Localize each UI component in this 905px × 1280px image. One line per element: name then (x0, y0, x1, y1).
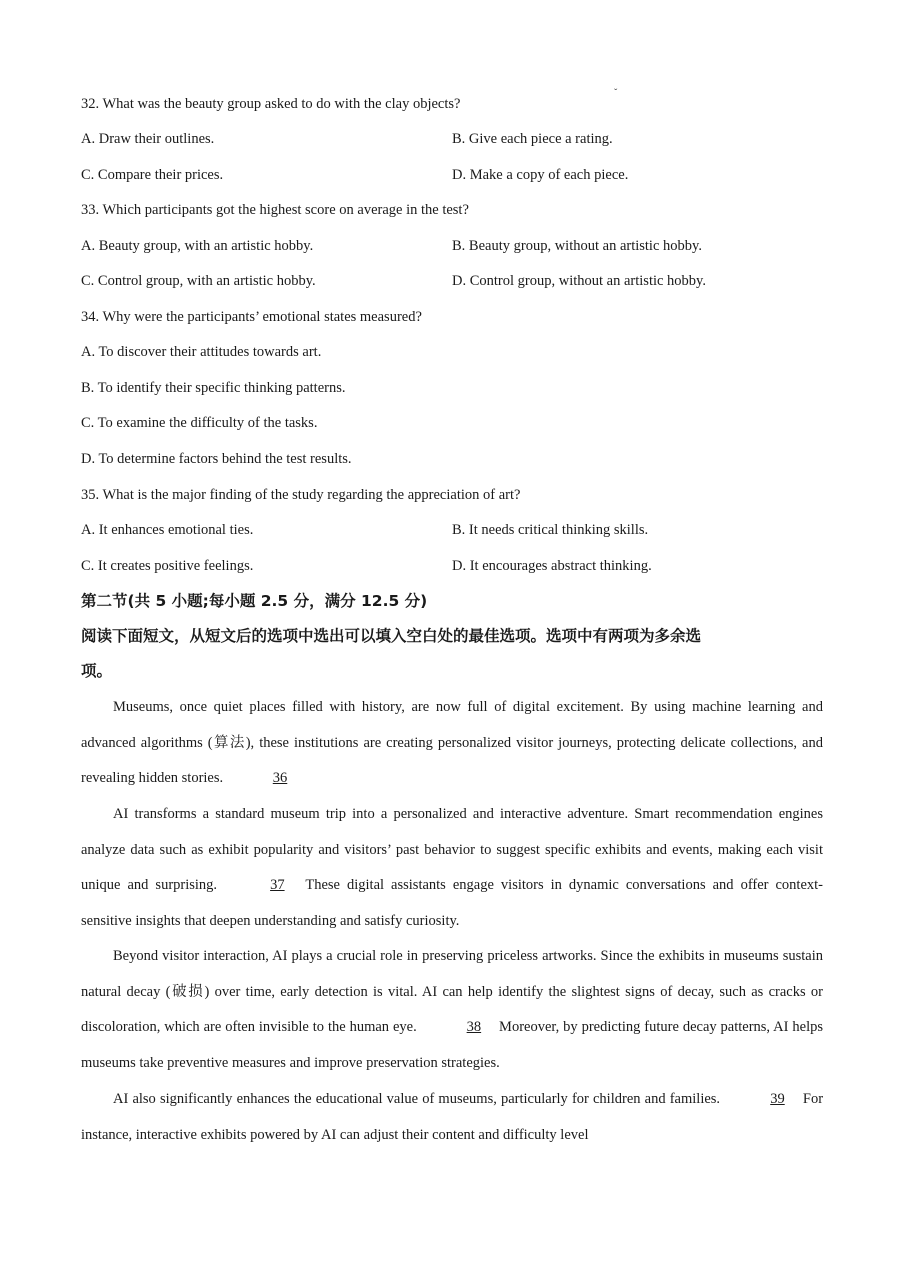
paragraph-text: AI also significantly enhances the educational value of museums, particularly for children and families. (113, 1091, 721, 1107)
passage-paragraph-1 (81, 690, 823, 797)
question-32-option-d: D. Make a copy of each piece. (452, 167, 629, 183)
paragraph-text-continued: These digital assistants engage visitors in dynamic conversations and offer context-sensitive insights that deepen understanding and satisfy curiosity. (81, 877, 823, 929)
question-32-option-c: C. Compare their prices. (81, 167, 224, 183)
question-34-stem: 34. Why were the participants’ emotional states measured? (81, 309, 422, 325)
question-35-option-c: C. It creates positive feelings. (81, 558, 254, 574)
question-35-option-b: B. It needs critical thinking skills. (452, 522, 649, 538)
paragraph-text: AI transforms a standard museum trip into a personalized and interactive adventure. Smart recommendation engines analyze data such as exhibit popularity and visitors’ past behavior to suggest specific exhibits and events, making each visit unique and surprising. (81, 806, 823, 894)
blank-39: 39 (770, 1091, 785, 1107)
question-34-option-b: B. To identify their specific thinking patterns. (81, 380, 346, 396)
paragraph-text: Museums, once quiet places filled with history, are now full of digital excitement. By using machine learning and advanced algorithms (算法), these institutions are creating personalized visitor journeys, protecting delicate collections, and revealing hidden stories. (81, 699, 823, 787)
blank-37: 37 (270, 877, 285, 894)
question-35-option-a: A. It enhances emotional ties. (81, 522, 254, 538)
question-33-option-c: C. Control group, with an artistic hobby. (81, 273, 316, 289)
section-instruction-line-2: 项。 (81, 662, 113, 680)
question-32-option-a: A. Draw their outlines. (81, 131, 215, 147)
question-32-option-b: B. Give each piece a rating. (452, 131, 613, 147)
passage-paragraph-2 (81, 797, 823, 939)
paragraph-text-continued: Moreover, by predicting future decay patterns, AI helps museums take preventive measures and improve preservation strategies. (81, 1019, 823, 1071)
section-heading: 第二节(共 5 小题;每小题 2.5 分，满分 12.5 分) (81, 592, 428, 610)
question-33-option-a: A. Beauty group, with an artistic hobby. (81, 238, 314, 254)
question-35-option-d: D. It encourages abstract thinking. (452, 558, 652, 574)
question-33-option-b: B. Beauty group, without an artistic hobby. (452, 238, 702, 254)
paragraph-text-continued: For instance, interactive exhibits powered by AI can adjust their content and difficulty level (81, 1091, 824, 1143)
passage-paragraph-3 (81, 939, 823, 1081)
question-34-option-c: C. To examine the difficulty of the tasks. (81, 415, 318, 431)
paragraph-text: Beyond visitor interaction, AI plays a crucial role in preserving priceless artworks. Since the exhibits in museums sustain natural decay (破损) over time, early detection is vital. AI can help identify the slightest signs of decay, such as cracks or discoloration, which are often invisible to the human eye. (81, 948, 823, 1036)
section-instruction-line-1: 阅读下面短文，从短文后的选项中选出可以填入空白处的最佳选项。选项中有两项为多余选 (81, 627, 702, 645)
question-33-stem: 33. Which participants got the highest score on average in the test? (81, 202, 469, 218)
passage-paragraph-4 (81, 1082, 823, 1153)
question-34-option-a: A. To discover their attitudes towards art. (81, 344, 322, 360)
question-32-stem: 32. What was the beauty group asked to do with the clay objects? (81, 96, 461, 112)
blank-36: 36 (272, 770, 288, 787)
blank-38: 38 (466, 1019, 482, 1036)
stray-mark: ˇ (614, 88, 618, 99)
question-34-option-d: D. To determine factors behind the test results. (81, 451, 352, 467)
question-35-stem: 35. What is the major finding of the study regarding the appreciation of art? (81, 487, 521, 503)
question-33-option-d: D. Control group, without an artistic hobby. (452, 273, 706, 289)
